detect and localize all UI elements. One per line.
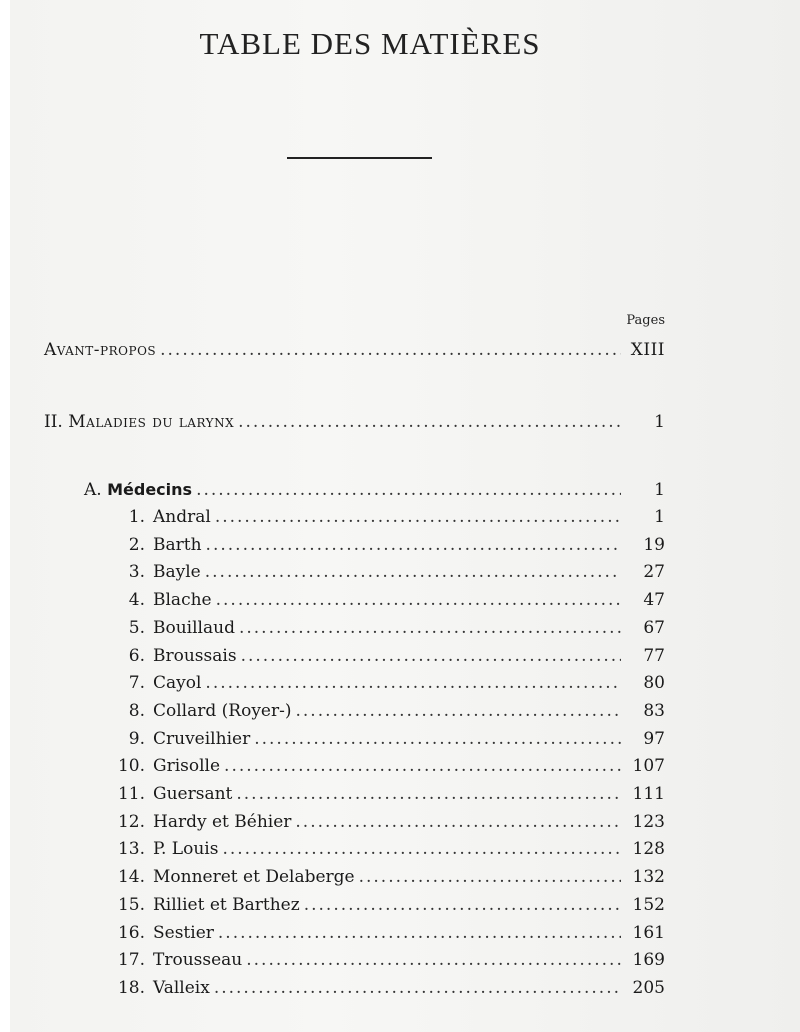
dot-leader (304, 895, 621, 915)
toc-entry-number: 1. (128, 507, 145, 527)
dot-leader (295, 812, 621, 832)
toc-entry-page: XIII (630, 340, 665, 360)
toc-entry-number: 7. (128, 673, 145, 694)
toc-entry-name: Blache (153, 590, 212, 611)
toc-entry-page: 1 (654, 507, 665, 527)
toc-entry-number: 9. (128, 728, 145, 749)
dot-leader (205, 673, 621, 693)
toc-entry (105, 562, 665, 582)
toc-entry-number: 13. (117, 839, 145, 860)
dot-leader (196, 480, 621, 500)
section-page: 1 (654, 412, 665, 432)
toc-entry-number: 10. (117, 756, 145, 777)
toc-entry-page: 111 (632, 784, 665, 804)
toc-entry-page: 152 (632, 894, 665, 915)
toc-entry-name: P. Louis (153, 839, 219, 860)
dot-leader (218, 923, 621, 943)
toc-entry-page: 169 (632, 950, 665, 971)
toc-entry-name: Barth (153, 534, 202, 555)
toc-entry-label: Avant-propos (44, 340, 157, 360)
toc-entry-page: 47 (643, 590, 665, 611)
toc-entry-name: Rilliet et Barthez (153, 894, 300, 915)
toc-section-larynx (44, 412, 665, 432)
toc-entry-number: 4. (128, 590, 145, 611)
dot-leader (216, 590, 621, 610)
toc-entry (105, 673, 665, 693)
toc-entry-page: 107 (632, 756, 665, 777)
toc-entry (105, 729, 665, 749)
toc-entry-name: Collard (Royer-) (153, 700, 292, 721)
toc-entry-number: 2. (128, 534, 145, 555)
toc-entry-name: Valleix (153, 977, 210, 998)
toc-entry-page: 83 (643, 700, 665, 721)
toc-entry-number: 17. (117, 950, 145, 971)
toc-entry (105, 618, 665, 638)
toc-entry-page: 77 (643, 645, 665, 666)
toc-entry-number: 15. (117, 894, 145, 915)
toc-entry-number: 6. (128, 645, 145, 666)
toc-entry (105, 895, 665, 915)
dot-leader (236, 784, 621, 804)
page-title: TABLE DES MATIÈRES (199, 26, 541, 61)
dot-leader (206, 535, 621, 555)
toc-entry-number: 12. (117, 811, 145, 832)
toc-entry (105, 756, 665, 776)
dot-leader (224, 756, 621, 776)
toc-entry-page: 132 (632, 867, 665, 888)
toc-entry-page: 80 (643, 673, 665, 694)
toc-entry-name: Guersant (153, 784, 233, 804)
dot-leader (214, 978, 621, 998)
dot-leader (205, 562, 621, 582)
toc-entry-name: Monneret et Delaberge (153, 867, 355, 888)
toc-entry-name: Bouillaud (153, 617, 235, 638)
toc-entry (105, 839, 665, 859)
subsection-letter: A. (84, 480, 102, 500)
dot-leader (222, 839, 621, 859)
toc-entry-name: Hardy et Béhier (153, 811, 292, 832)
toc-entry-name: Sestier (153, 922, 214, 943)
toc-entry-name: Bayle (153, 562, 201, 583)
dot-leader (254, 729, 621, 749)
toc-entry-page: 161 (632, 922, 665, 943)
pages-column-header: Pages (626, 313, 665, 328)
dot-leader (246, 950, 621, 970)
title-rule (287, 157, 432, 159)
subsection-label: Médecins (107, 480, 193, 499)
toc-entry-number: 3. (128, 562, 145, 583)
dot-leader (238, 412, 621, 432)
toc-entry (105, 535, 665, 555)
toc-entry-page: 205 (632, 977, 665, 998)
toc-entry-avant-propos (44, 340, 665, 360)
toc-entry (105, 701, 665, 721)
toc-entry (105, 784, 665, 804)
toc-entry-page: 128 (632, 839, 665, 860)
toc-entry (105, 646, 665, 666)
toc-entry-name: Grisolle (153, 756, 221, 777)
toc-entry-page: 19 (643, 534, 665, 555)
toc-entry-name: Cayol (153, 673, 202, 694)
subsection-page: 1 (654, 480, 665, 500)
section-numeral: II. (44, 412, 63, 432)
dot-leader (160, 340, 621, 360)
toc-entry (105, 812, 665, 832)
toc-entry-number: 14. (117, 867, 145, 888)
toc-entry-name: Andral (153, 507, 211, 527)
toc-entry-number: 11. (117, 784, 145, 804)
toc-entry (105, 590, 665, 610)
toc-entry-name: Trousseau (153, 950, 243, 971)
toc-subsection-medecins (84, 480, 665, 500)
toc-entry (105, 867, 665, 887)
toc-entry-number: 16. (117, 922, 145, 943)
toc-entry-page: 97 (643, 728, 665, 749)
dot-leader (296, 701, 622, 721)
toc-entry-number: 5. (128, 617, 145, 638)
toc-entry-number: 18. (117, 977, 145, 998)
toc-entry-page: 123 (632, 811, 665, 832)
dot-leader (215, 507, 621, 527)
toc-entry-page: 27 (643, 562, 665, 583)
dot-leader (239, 618, 621, 638)
dot-leader (359, 867, 621, 887)
toc-entry-page: 67 (643, 617, 665, 638)
toc-entry-name: Cruveilhier (153, 728, 251, 749)
toc-entry (105, 923, 665, 943)
toc-entry-name: Broussais (153, 645, 237, 666)
toc-entry-number: 8. (128, 700, 145, 721)
section-label: Maladies du larynx (68, 412, 235, 432)
toc-entry (105, 978, 665, 998)
toc-entry (105, 507, 665, 527)
dot-leader (241, 646, 621, 666)
toc-entry (105, 950, 665, 970)
